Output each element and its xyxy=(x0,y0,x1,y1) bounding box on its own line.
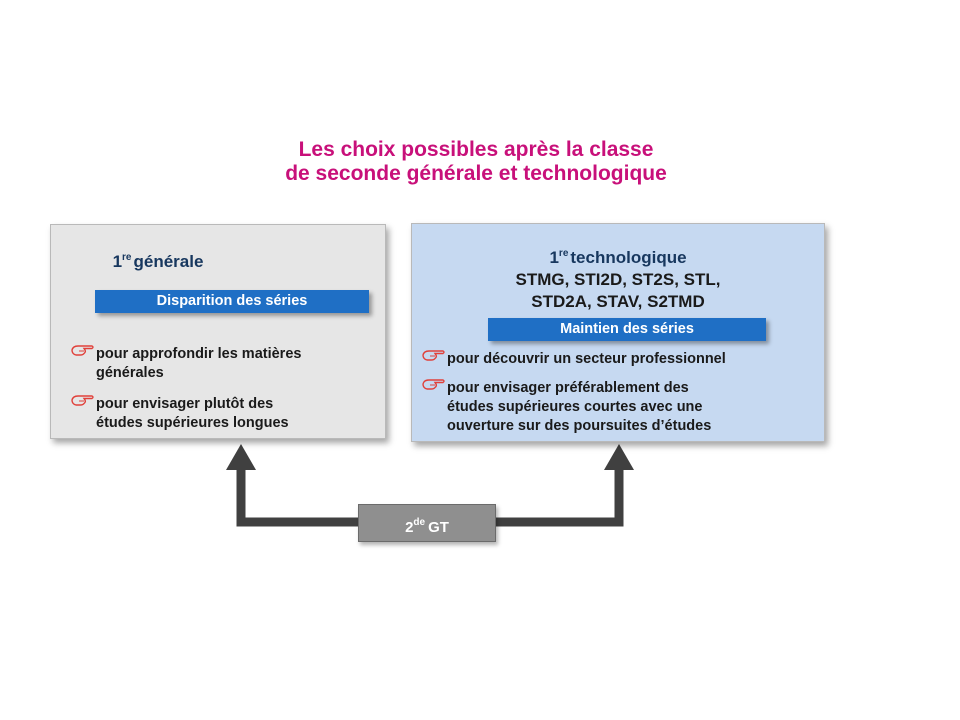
maintien-banner: Maintien des séries xyxy=(488,318,766,341)
disparition-banner: Disparition des séries xyxy=(95,290,369,313)
left-connector-line xyxy=(241,468,358,522)
premiere-generale-box xyxy=(50,224,386,439)
bullet-text: pour envisager préférablement des xyxy=(447,380,689,396)
bullet-text: pour découvrir un secteur professionnel xyxy=(447,351,726,367)
bullet-item xyxy=(71,395,381,433)
series-list-line-1: STMG, STI2D, ST2S, STL, xyxy=(515,270,721,289)
seconde-gt-box xyxy=(358,504,496,542)
heading-text: technologique xyxy=(570,248,687,267)
bullet-text: études supérieures courtes avec une xyxy=(447,399,703,415)
title-line-1: Les choix possibles après la classe xyxy=(298,138,654,161)
up-arrow-icon xyxy=(226,444,256,470)
premiere-technologique-box xyxy=(411,223,825,442)
pointing-hand-icon xyxy=(422,348,446,362)
series-list-line-2: STD2A, STAV, S2TMD xyxy=(531,292,705,311)
pointing-hand-icon xyxy=(71,343,95,357)
right-connector-line xyxy=(496,468,619,522)
bullet-item xyxy=(71,345,381,383)
premiere-generale-heading xyxy=(0,247,325,273)
bullet-text: ouverture sur des poursuites d’études xyxy=(447,418,712,434)
bullet-text: pour approfondir les matières xyxy=(96,346,302,362)
gt-superscript: de xyxy=(413,517,426,528)
bullet-item xyxy=(422,350,822,369)
bullet-text: études supérieures longues xyxy=(96,415,289,431)
heading-number: 1 xyxy=(549,248,559,267)
heading-number: 1 xyxy=(112,252,123,271)
heading-superscript: re xyxy=(122,252,132,263)
bullet-item xyxy=(422,379,822,436)
gt-text: GT xyxy=(428,519,449,536)
pointing-hand-icon xyxy=(71,393,95,407)
premiere-technologique-heading xyxy=(412,243,824,313)
heading-superscript: re xyxy=(558,248,569,259)
bullet-text: générales xyxy=(96,365,164,381)
title-line-2: de seconde générale et technologique xyxy=(285,162,667,185)
heading-text: générale xyxy=(133,252,204,271)
pointing-hand-icon xyxy=(422,377,446,391)
gt-number: 2 xyxy=(405,519,414,536)
up-arrow-icon xyxy=(604,444,634,470)
bullet-text: pour envisager plutôt des xyxy=(96,396,274,412)
